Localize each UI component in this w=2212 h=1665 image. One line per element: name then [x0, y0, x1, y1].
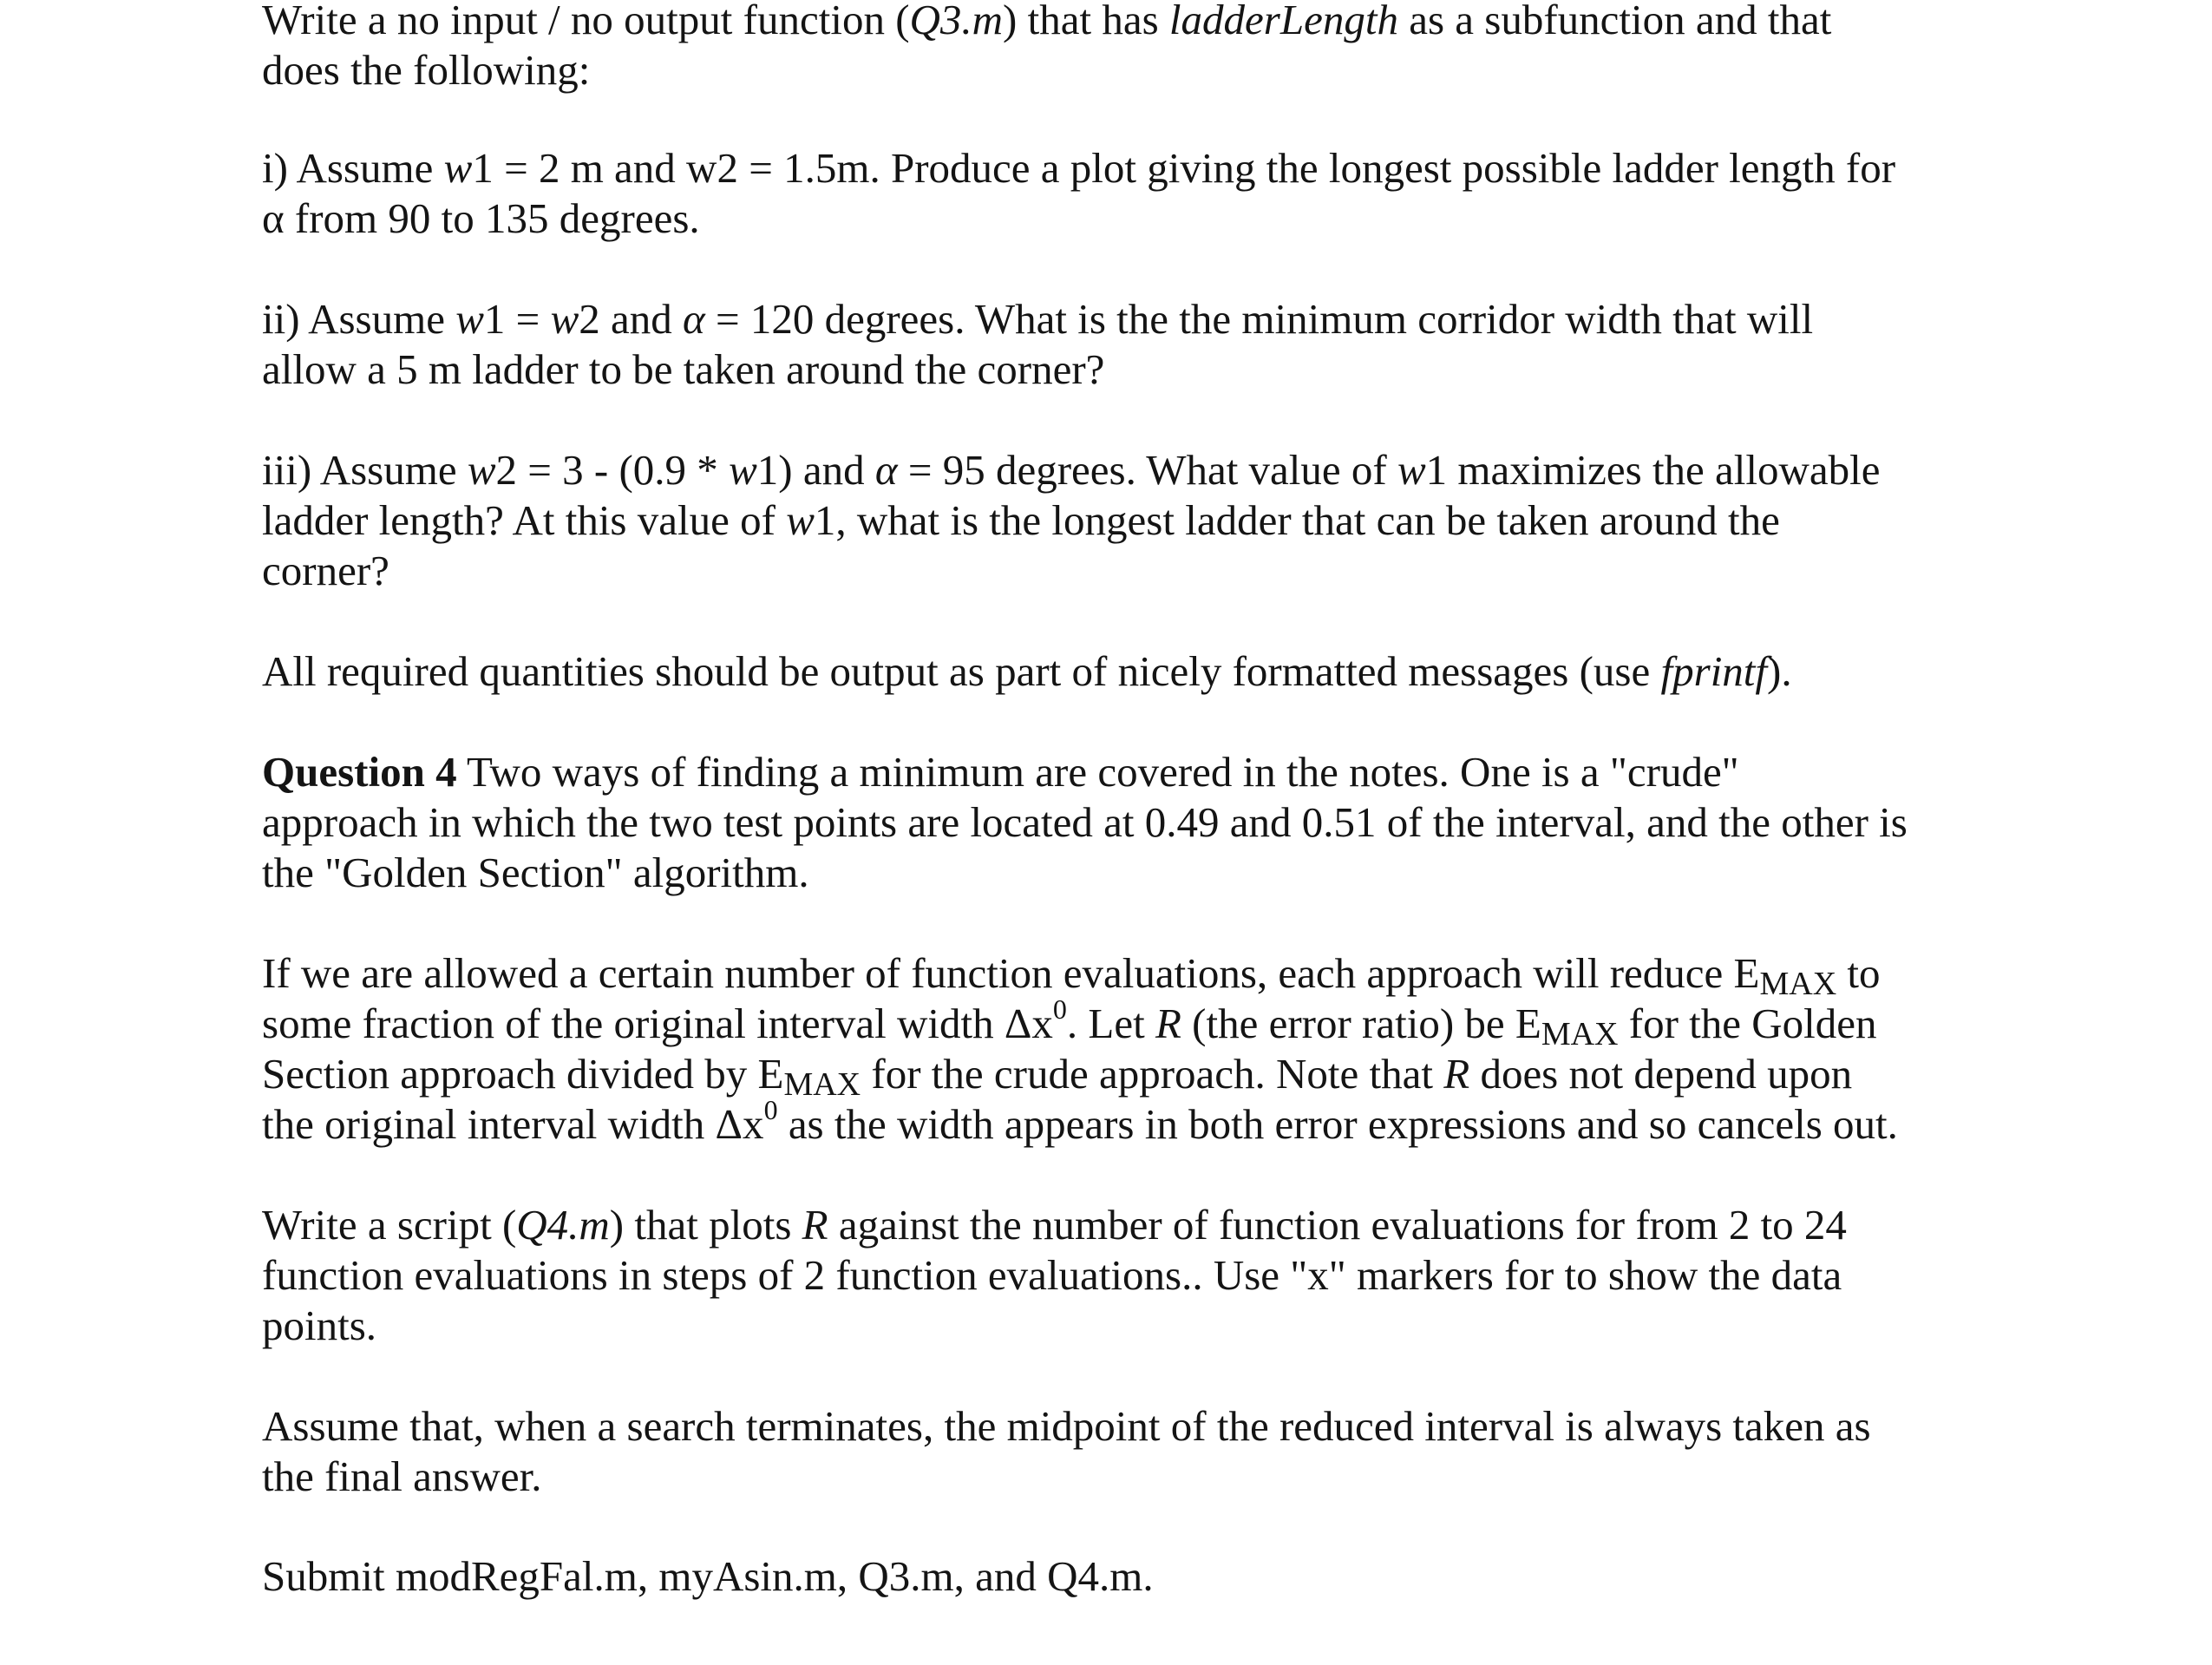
subscript-max: MAX	[783, 1066, 861, 1103]
text-run: as the width appears in both error expressions and so cancels out.	[777, 1100, 1898, 1148]
q3-part-ii-paragraph	[262, 294, 1997, 395]
text-line: does the following:	[262, 46, 591, 94]
q3-intro-paragraph	[262, 0, 1997, 95]
q3-part-i-paragraph	[262, 143, 1997, 244]
text-line	[262, 993, 1997, 1052]
text-line: function evaluations in steps of 2 function evaluations.. Use "x" markers for to show the data	[262, 1251, 1842, 1299]
text-line	[262, 445, 1997, 495]
variable-w: w	[786, 496, 815, 544]
subscript-max: MAX	[1759, 966, 1837, 1002]
text-run: to	[1836, 949, 1881, 997]
text-run: for the Golden	[1618, 1000, 1877, 1047]
text-run: ladder length? At this value of	[262, 496, 787, 544]
text-line: Submit modRegFal.m, myAsin.m, Q3.m, and Q4.m.	[262, 1552, 1154, 1600]
q3-output-note	[262, 646, 1997, 697]
text-run: 2 = 3 - (0.9 *	[495, 446, 730, 494]
text-run: 1, what is the longest ladder that can be taken around the	[814, 496, 1780, 544]
q4-assume-paragraph	[262, 1401, 1997, 1502]
text-line	[262, 948, 1997, 1002]
text-run: ).	[1767, 647, 1792, 695]
superscript-zero: 0	[1052, 993, 1067, 1025]
text-run: against the number of function evaluations for from 2 to 24	[828, 1201, 1847, 1249]
subfunction-name: ladderLength	[1168, 0, 1398, 43]
text-run: i) Assume	[262, 144, 444, 192]
text-line	[262, 646, 1997, 697]
variable-alpha: α	[874, 446, 898, 494]
text-run: Section approach divided by E	[262, 1050, 784, 1098]
text-run: 1 =	[483, 295, 551, 343]
variable-w: w	[443, 144, 473, 192]
variable-w: w	[1397, 446, 1426, 494]
variable-r: R	[1155, 1000, 1181, 1047]
q4-script-paragraph	[262, 1200, 1997, 1351]
text-run: 2 and	[579, 295, 683, 343]
text-run: 1 = 2 m and w2 = 1.5m. Produce a plot giving the longest possible ladder length for	[472, 144, 1896, 192]
text-line: the final answer.	[262, 1452, 542, 1500]
text-line: points.	[262, 1301, 377, 1349]
text-run: . Let	[1066, 1000, 1155, 1047]
submit-instructions	[262, 1551, 1997, 1602]
text-run: ii) Assume	[262, 295, 456, 343]
variable-alpha: α	[683, 295, 705, 343]
text-run: ) that plots	[609, 1201, 802, 1249]
text-run: 1) and	[756, 446, 875, 494]
text-line	[262, 747, 1997, 797]
text-run: for the crude approach. Note that	[861, 1050, 1444, 1098]
variable-r: R	[802, 1201, 828, 1249]
variable-w: w	[729, 446, 757, 494]
text-line	[262, 1200, 1997, 1250]
text-run: the original interval width Δx	[262, 1100, 764, 1148]
filename-q4: Q4.m	[516, 1201, 610, 1249]
text-run: Two ways of finding a minimum are covered in the notes. One is a "crude"	[456, 748, 1739, 796]
question-4-heading: Question 4	[262, 748, 457, 796]
text-run: as a subfunction and that	[1397, 0, 1832, 43]
variable-w: w	[550, 295, 579, 343]
text-line	[262, 1049, 1997, 1103]
text-run: All required quantities should be output as part of nicely formatted messages (use	[262, 647, 1661, 695]
text-run: does not depend upon	[1469, 1050, 1853, 1098]
subscript-max: MAX	[1541, 1016, 1619, 1052]
variable-w: w	[455, 295, 484, 343]
text-line: Assume that, when a search terminates, the midpoint of the reduced interval is always taken as	[262, 1402, 1871, 1450]
text-run: = 120 degrees. What is the the minimum corridor width that will	[704, 295, 1814, 343]
q3-part-iii-paragraph	[262, 445, 1997, 596]
text-line	[262, 0, 1997, 45]
text-line	[262, 495, 1997, 546]
text-line	[262, 294, 1997, 344]
text-line: allow a 5 m ladder to be taken around the corner?	[262, 345, 1105, 393]
function-fprintf: fprintf	[1660, 647, 1768, 695]
q4-evaluations-paragraph	[262, 948, 1997, 1150]
text-run: iii) Assume	[262, 446, 468, 494]
text-line	[262, 1094, 1997, 1150]
superscript-zero: 0	[763, 1094, 778, 1125]
variable-r: R	[1443, 1050, 1470, 1098]
text-line	[262, 143, 1997, 193]
text-run: Write a script (	[262, 1201, 517, 1249]
text-line: α from 90 to 135 degrees.	[262, 194, 700, 242]
text-run: Write a no input / no output function (	[262, 0, 910, 43]
text-line: approach in which the two test points are located at 0.49 and 0.51 of the interval, and the other is	[262, 798, 1908, 846]
text-run: (the error ratio) be E	[1181, 1000, 1541, 1047]
text-line: the "Golden Section" algorithm.	[262, 849, 809, 896]
text-run: If we are allowed a certain number of function evaluations, each approach will reduce E	[262, 949, 1760, 997]
text-run: = 95 degrees. What value of	[897, 446, 1397, 494]
text-run: some fraction of the original interval width Δx	[262, 1000, 1053, 1047]
text-run: ) that has	[1003, 0, 1169, 43]
text-run: 1 maximizes the allowable	[1425, 446, 1881, 494]
filename-q3: Q3.m	[909, 0, 1004, 43]
text-line: corner?	[262, 547, 389, 594]
variable-w: w	[467, 446, 496, 494]
q4-intro-paragraph	[262, 747, 1997, 898]
